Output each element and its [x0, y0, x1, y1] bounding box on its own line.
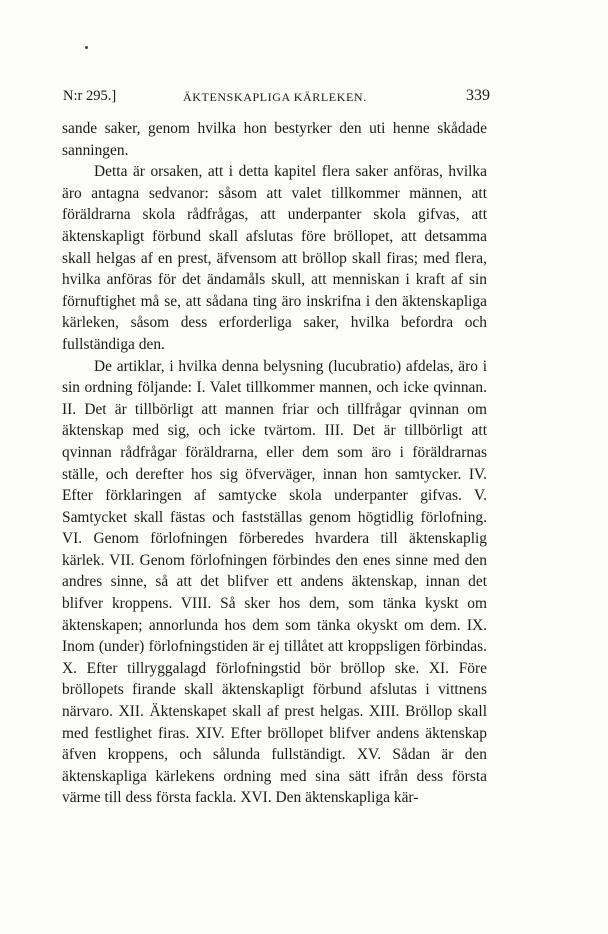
- body-text: [62, 118, 487, 809]
- paragraph-continuation: sande saker, genom hvilka hon bestyrker den uti henne skådade sanningen.: [62, 120, 487, 159]
- ink-speck: [85, 46, 88, 49]
- running-head: [63, 88, 490, 108]
- running-title: ÄKTENSKAPLIGA KÄRLEKEN.: [183, 90, 367, 104]
- paragraph: Detta är orsaken, att i detta kapitel flera saker anföras, hvilka äro antagna sedvanor: såsom att valet tillkommer männen, att föräldrarna skola rådfrågas, att underpanter skola gifvas, att äktenskapligt förbund skall afslutas före bröllopet, att detsamma skall helgas af en prest, äfvensom att bröllop skall firas; med flera, hvilka anföras för det ändamåls skull, att menniskan i kraft af sin förnuftighet må se, att sådana ting äro inskrifna i den äktenskapliga kärleken, såsom dess erforderliga saker, hvilka befordra och fullständiga den.: [62, 163, 487, 353]
- paragraph-articles: De artiklar, i hvilka denna belysning (lucubratio) afdelas, äro i sin ordning följande: I. Valet tillkommer mannen, och icke qvinnan. II. Det är tillbörligt att mannen friar och tillfrågar qvinnan om äktenskap med sig, och icke tvärtom. III. Det är tillbörligt att qvinnan rådfrågar föräldrarna, eller dem som äro i föräldrarnas ställe, och derefter hos sig öfverväger, innan hon samtycker. IV. Efter förklaringen af samtycke skola underpanter gifvas. V. Samtycket skall fästas och fastställas genom högtidlig förlofning. VI. Genom förlofningen förberedes hvardera till äktenskaplig kärlek. VII. Genom förlofningen förbindes den enes sinne med den andres sinne, så att det blifver ett andens äktenskap, innan det blifver kroppens. VIII. Så sker hos dem, som tänka kyskt om äktenskapen; annorlunda hos dem som tänka okyskt om dem. IX. Inom (under) förlofningstiden är ej tillåtet att kroppsligen förbindas. X. Efter tillryggalagd förlofningstid bör bröllop ske. XI. Före bröllopets firande skall äktenskapligt förbund afslutas i vittnens närvaro. XII. Äktenskapet skall af prest helgas. XIII. Bröllop skall med festlighet firas. XIV. Efter bröllopet blifver andens äktenskap äfven kroppens, och sålunda fullständigt. XV. Sådan är den äktenskapliga kärlekens ordning med sina sätt ifrån dess första värme till dess första fackla. XVI. Den äktenskapliga kär-: [62, 357, 487, 807]
- chapter-reference: N:r 295.]: [63, 88, 117, 104]
- page-number: 339: [466, 87, 490, 104]
